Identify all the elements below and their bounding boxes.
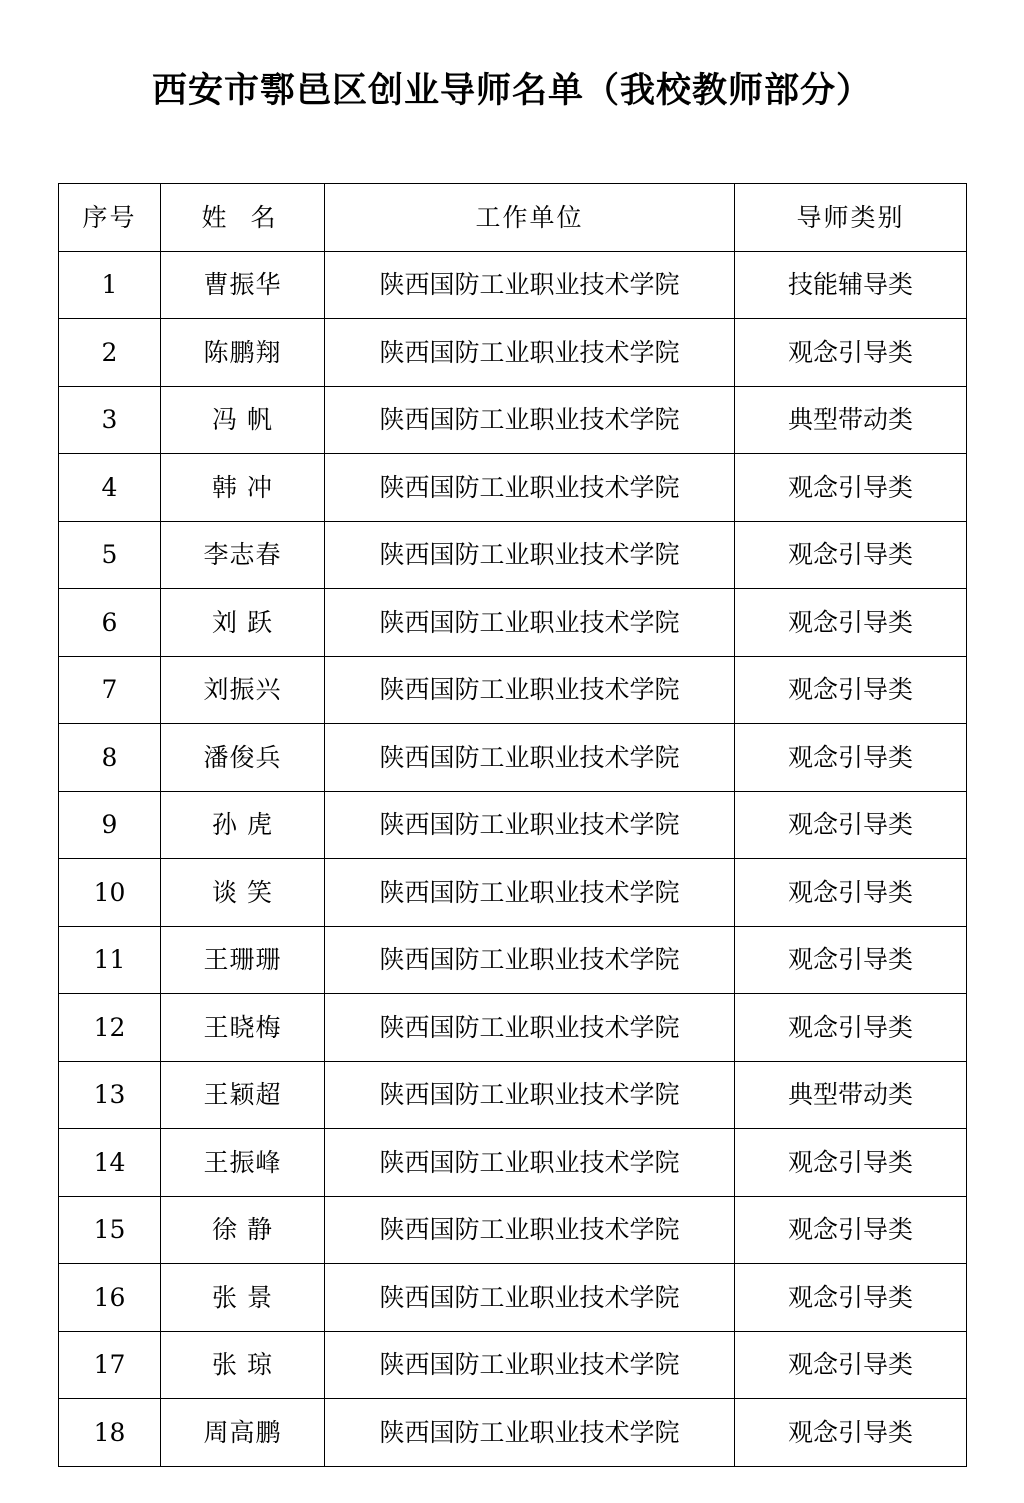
cell-no: 6: [59, 589, 161, 657]
table-row: [59, 589, 967, 657]
cell-type: 观念引导类: [735, 1264, 967, 1332]
table-header: [59, 184, 967, 252]
cell-name: 张 琼: [161, 1331, 325, 1399]
cell-name: 张 景: [161, 1264, 325, 1332]
table-row: [59, 1399, 967, 1467]
mentor-table: [58, 183, 967, 1467]
cell-unit: 陕西国防工业职业技术学院: [325, 859, 735, 927]
cell-type: 观念引导类: [735, 724, 967, 792]
cell-type: 观念引导类: [735, 454, 967, 522]
table-row: [59, 1061, 967, 1129]
cell-type: 观念引导类: [735, 319, 967, 387]
cell-no: 5: [59, 521, 161, 589]
cell-no: 9: [59, 791, 161, 859]
table-header-row: [59, 184, 967, 252]
cell-unit: 陕西国防工业职业技术学院: [325, 994, 735, 1062]
table-row: [59, 319, 967, 387]
table-row: [59, 1196, 967, 1264]
cell-unit: 陕西国防工业职业技术学院: [325, 521, 735, 589]
table-row: [59, 656, 967, 724]
table-row: [59, 1264, 967, 1332]
cell-no: 15: [59, 1196, 161, 1264]
cell-no: 13: [59, 1061, 161, 1129]
cell-type: 典型带动类: [735, 1061, 967, 1129]
cell-name: 李志春: [161, 521, 325, 589]
cell-name: 王珊珊: [161, 926, 325, 994]
cell-type: 观念引导类: [735, 521, 967, 589]
cell-unit: 陕西国防工业职业技术学院: [325, 1129, 735, 1197]
cell-unit: 陕西国防工业职业技术学院: [325, 1061, 735, 1129]
cell-type: 观念引导类: [735, 791, 967, 859]
cell-unit: 陕西国防工业职业技术学院: [325, 454, 735, 522]
cell-unit: 陕西国防工业职业技术学院: [325, 1399, 735, 1467]
cell-unit: 陕西国防工业职业技术学院: [325, 926, 735, 994]
cell-type: 观念引导类: [735, 589, 967, 657]
table-body: [59, 251, 967, 1466]
cell-no: 7: [59, 656, 161, 724]
cell-name: 韩 冲: [161, 454, 325, 522]
column-header-type: 导师类别: [735, 184, 967, 252]
cell-name: 潘俊兵: [161, 724, 325, 792]
cell-type: 技能辅导类: [735, 251, 967, 319]
table-row: [59, 994, 967, 1062]
cell-name: 冯 帆: [161, 386, 325, 454]
cell-unit: 陕西国防工业职业技术学院: [325, 589, 735, 657]
cell-name: 谈 笑: [161, 859, 325, 927]
cell-type: 观念引导类: [735, 656, 967, 724]
cell-name: 王颖超: [161, 1061, 325, 1129]
table-row: [59, 454, 967, 522]
cell-no: 14: [59, 1129, 161, 1197]
table-row: [59, 724, 967, 792]
cell-name: 曹振华: [161, 251, 325, 319]
cell-no: 18: [59, 1399, 161, 1467]
cell-unit: 陕西国防工业职业技术学院: [325, 251, 735, 319]
cell-name: 孙 虎: [161, 791, 325, 859]
cell-unit: 陕西国防工业职业技术学院: [325, 1264, 735, 1332]
cell-no: 16: [59, 1264, 161, 1332]
cell-type: 观念引导类: [735, 926, 967, 994]
cell-type: 观念引导类: [735, 1399, 967, 1467]
cell-no: 3: [59, 386, 161, 454]
cell-no: 17: [59, 1331, 161, 1399]
page-title: 西安市鄠邑区创业导师名单（我校教师部分）: [151, 71, 872, 111]
cell-no: 10: [59, 859, 161, 927]
cell-type: 观念引导类: [735, 994, 967, 1062]
cell-type: 典型带动类: [735, 386, 967, 454]
column-header-no: 序号: [59, 184, 161, 252]
cell-unit: 陕西国防工业职业技术学院: [325, 1331, 735, 1399]
cell-name: 徐 静: [161, 1196, 325, 1264]
cell-unit: 陕西国防工业职业技术学院: [325, 791, 735, 859]
cell-no: 4: [59, 454, 161, 522]
column-header-name: 姓 名: [161, 184, 325, 252]
cell-no: 1: [59, 251, 161, 319]
cell-unit: 陕西国防工业职业技术学院: [325, 386, 735, 454]
cell-name: 周高鹏: [161, 1399, 325, 1467]
table-row: [59, 386, 967, 454]
cell-type: 观念引导类: [735, 1129, 967, 1197]
cell-type: 观念引导类: [735, 859, 967, 927]
cell-unit: 陕西国防工业职业技术学院: [325, 656, 735, 724]
cell-unit: 陕西国防工业职业技术学院: [325, 319, 735, 387]
cell-name: 刘 跃: [161, 589, 325, 657]
table-row: [59, 1331, 967, 1399]
cell-type: 观念引导类: [735, 1331, 967, 1399]
cell-name: 王晓梅: [161, 994, 325, 1062]
cell-unit: 陕西国防工业职业技术学院: [325, 1196, 735, 1264]
cell-unit: 陕西国防工业职业技术学院: [325, 724, 735, 792]
column-header-unit: 工作单位: [325, 184, 735, 252]
table-row: [59, 859, 967, 927]
cell-no: 8: [59, 724, 161, 792]
table-row: [59, 521, 967, 589]
cell-type: 观念引导类: [735, 1196, 967, 1264]
table-row: [59, 926, 967, 994]
table-row: [59, 251, 967, 319]
cell-name: 陈鹏翔: [161, 319, 325, 387]
mentor-table-container: [58, 183, 966, 1467]
cell-no: 2: [59, 319, 161, 387]
table-row: [59, 1129, 967, 1197]
cell-name: 刘振兴: [161, 656, 325, 724]
table-row: [59, 791, 967, 859]
cell-no: 12: [59, 994, 161, 1062]
cell-name: 王振峰: [161, 1129, 325, 1197]
cell-no: 11: [59, 926, 161, 994]
